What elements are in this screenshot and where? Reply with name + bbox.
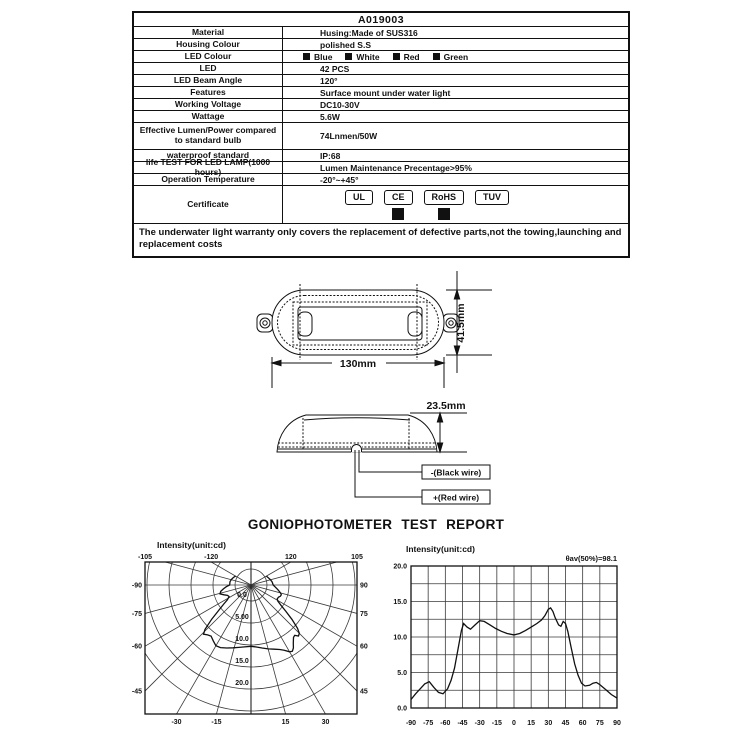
x-tick-label: 30	[544, 720, 553, 727]
certificate-tuv	[475, 190, 509, 220]
spec-label: Certificate	[134, 186, 283, 223]
polar-angle-label: -120	[204, 554, 219, 561]
polar-ray	[118, 582, 251, 652]
table-row-life-test	[134, 156, 628, 177]
x-tick-label: -60	[440, 720, 451, 727]
spec-label: Features	[134, 87, 283, 98]
led-colour-label: Blue	[314, 51, 333, 62]
table-row-certificate	[134, 186, 628, 224]
polar-angle-label: -90	[131, 582, 142, 590]
polar-grid	[118, 552, 380, 740]
y-tick-label: 15.0	[393, 599, 407, 606]
led-colour-option	[393, 52, 420, 62]
certificate-box: CE	[384, 190, 413, 205]
depth-dimension-label: 23.5mm	[426, 400, 466, 412]
spec-value: Husing:Made of SUS316	[320, 27, 418, 38]
polar-angle-label: -60	[131, 643, 142, 651]
table-row-led-colour	[134, 51, 628, 63]
table-row-operation-temperature	[134, 174, 628, 186]
table-row-beam-angle	[134, 75, 628, 87]
arrowhead-icon	[435, 360, 444, 365]
x-tick-label: -15	[491, 720, 502, 727]
led-colour-option	[345, 52, 379, 62]
spec-value: 120°	[320, 75, 338, 86]
report-title: GONIOPHOTOMETER TEST REPORT	[247, 517, 505, 532]
led-colour-label: Green	[443, 51, 469, 62]
polar-angle-label: -75	[131, 610, 142, 618]
polar-angle-label: 90	[360, 582, 368, 590]
x-tick-label: -90	[405, 720, 417, 727]
certificate-rohs	[424, 190, 465, 220]
spec-label: Working Voltage	[134, 99, 283, 110]
screw-hole-left	[260, 318, 270, 328]
polar-angle-label: -30	[171, 719, 182, 726]
warranty-text: The underwater light warranty only covers the replacement of defective parts,not the towing,launching and replacement costs	[139, 227, 622, 251]
color-swatch-icon	[393, 53, 400, 60]
certificate-box: UL	[345, 190, 373, 205]
table-row-features	[134, 87, 628, 99]
polar-ring-label: 5.00	[235, 614, 249, 621]
certificate-checked-mark	[438, 208, 450, 220]
spec-value: 42 PCS	[320, 63, 350, 74]
table-row-housing-colour	[134, 39, 628, 51]
table-row-wattage	[134, 111, 628, 123]
mount-ear-left	[257, 314, 273, 332]
y-tick-label: 0.0	[397, 705, 407, 713]
spec-value: -20°~+45°	[320, 174, 359, 185]
x-tick-label: 15	[527, 720, 536, 727]
arrowhead-icon	[272, 360, 281, 365]
beam-angle-annotation: θav(50%)=98.1	[565, 554, 617, 563]
arrowhead-icon	[454, 346, 459, 355]
arrowhead-icon	[437, 443, 442, 452]
spec-value: Surface mount under water light	[320, 87, 451, 98]
polar-ray	[251, 585, 318, 740]
spec-value: IP:68	[320, 150, 341, 161]
spec-label: Operation Temperature	[134, 174, 283, 185]
y-tick-label: 20.0	[393, 563, 407, 571]
spec-label: Effective Lumen/Power compared to standard bulb	[134, 123, 283, 149]
led-colour-label: White	[356, 51, 380, 62]
black-wire-leader-line	[359, 450, 422, 472]
polar-angle-label: 105	[351, 554, 363, 561]
certificate-ce	[384, 190, 413, 220]
polar-angle-label: -45	[131, 688, 142, 696]
table-row-working-voltage	[134, 99, 628, 111]
x-tick-label: 60	[578, 720, 587, 727]
certificate-box: RoHS	[424, 190, 465, 205]
led-colour-option	[303, 52, 332, 62]
spec-value: Lumen Maintenance Precentage>95%	[320, 162, 472, 173]
certificate-list	[283, 186, 628, 223]
line-chart-title: Intensity(unit:cd)	[406, 544, 475, 554]
screw-hole-right-inner	[449, 321, 453, 325]
polar-angle-label: 15	[281, 719, 290, 726]
polar-chart	[118, 552, 380, 740]
color-swatch-icon	[345, 53, 352, 60]
red-wire-label: +(Red wire)	[432, 492, 480, 503]
x-tick-label: -30	[474, 720, 485, 727]
led-colour-option	[433, 52, 469, 62]
polar-ray	[251, 582, 380, 740]
spec-label: Housing Colour	[134, 39, 283, 50]
polar-ray	[118, 582, 251, 740]
polar-angle-label: 120	[284, 554, 297, 561]
technical-drawing	[230, 268, 510, 518]
certificate-ul	[345, 190, 373, 220]
x-tick-label: 90	[613, 720, 621, 727]
certificate-checked-mark	[392, 208, 404, 220]
red-wire-leader-line	[355, 450, 422, 497]
chart-grid	[411, 566, 617, 708]
spec-label: LED Beam Angle	[134, 75, 283, 86]
width-dimension-label: 130mm	[339, 358, 377, 370]
x-tick-label: 0	[512, 720, 516, 727]
screw-hole-left-inner	[263, 321, 267, 325]
polar-angle-label: -105	[137, 554, 153, 561]
polar-angle-label: 45	[360, 688, 368, 696]
x-tick-label: 75	[595, 720, 604, 727]
spec-label: Material	[134, 27, 283, 38]
model-number: A019003	[357, 13, 405, 26]
black-wire-label: -(Black wire)	[430, 467, 482, 478]
polar-ring-label: 10.0	[235, 636, 249, 643]
line-chart	[390, 552, 642, 740]
height-dimension-label: 41.5mm	[455, 303, 467, 343]
x-tick-label: 45	[561, 720, 570, 727]
spec-value: polished S.S	[320, 39, 372, 50]
spec-value: 5.6W	[320, 111, 340, 122]
spec-value: DC10-30V	[320, 99, 360, 110]
table-row-material	[134, 27, 628, 39]
led-colour-label: Red	[403, 51, 420, 62]
polar-angle-label: 30	[321, 719, 330, 726]
led-colour-options	[283, 51, 628, 62]
spec-label: LED	[134, 63, 283, 74]
spec-value: 74Lnmen/50W	[320, 131, 378, 141]
spec-label: Wattage	[134, 111, 283, 122]
spec-table-header	[134, 13, 628, 27]
spec-label: waterproof standard	[134, 150, 283, 161]
spec-label: life TEST FOR LED LAMP(1000 hours)	[134, 162, 283, 173]
y-tick-label: 10.0	[393, 634, 407, 642]
color-swatch-icon	[433, 53, 440, 60]
polar-ray	[251, 582, 380, 740]
polar-ring-label: 0.0	[237, 592, 247, 599]
arrowhead-icon	[437, 413, 442, 422]
spec-label: LED Colour	[134, 51, 283, 62]
polar-ray	[121, 582, 251, 740]
x-tick-label: -45	[457, 720, 468, 727]
certificate-box: TUV	[475, 190, 509, 205]
arrowhead-icon	[454, 290, 459, 299]
polar-angle-label: -15	[211, 719, 222, 726]
polar-ring-label: 20.0	[235, 680, 249, 687]
polar-chart-title: Intensity(unit:cd)	[157, 540, 226, 550]
color-swatch-icon	[303, 53, 310, 60]
y-tick-label: 5.0	[397, 670, 407, 677]
table-row-led-count	[134, 63, 628, 75]
spec-table	[132, 11, 630, 258]
warranty-note	[134, 224, 628, 256]
polar-ring-label: 15.0	[235, 658, 249, 665]
x-tick-label: -75	[423, 720, 434, 727]
polar-angle-label: 60	[360, 643, 368, 651]
polar-angle-label: 75	[360, 610, 368, 618]
table-row-effective-lumen	[134, 123, 628, 150]
